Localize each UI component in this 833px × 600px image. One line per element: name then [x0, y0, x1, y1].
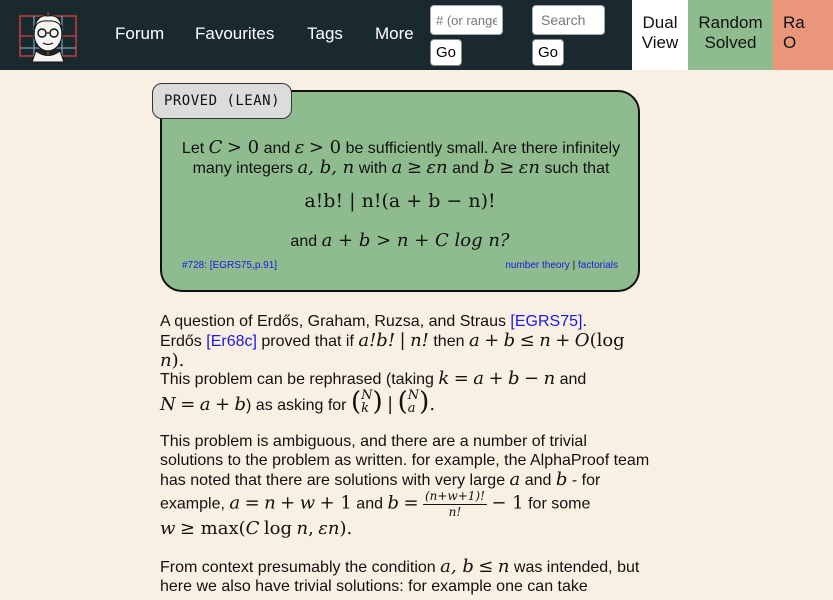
commentary-paragraph-4: From context presumably the condition a, b ≤ n was intended, but here we also have trivial solutions: for example one can take	[160, 556, 640, 595]
commentary-paragraph-2: This problem can be rephrased (taking k = a + b − n and N = a + b) as asking for ( N k ) | ( N a ) .	[160, 368, 587, 417]
nav-forum-link[interactable]: Forum	[115, 24, 165, 43]
dual-view-label-line1: Dual	[642, 13, 678, 32]
paragraph-text: This problem is ambiguous, and there are a number of trivial solutions to the problem as written. for example, the AlphaProof team has noted that there are solutions with very large	[160, 433, 650, 489]
statement-text: many integers	[192, 160, 294, 177]
paragraph-text: ) as asking for	[246, 397, 347, 414]
dual-view-label-line2: View	[641, 33, 679, 52]
nav-more-link[interactable]: More	[375, 24, 414, 43]
paragraph-text: and	[559, 371, 587, 388]
top-navigation-bar	[0, 0, 805, 70]
problem-card	[160, 90, 640, 292]
random-solved-tab[interactable]	[688, 0, 773, 70]
paragraph-text: proved that if	[261, 333, 354, 350]
display-formula: a!b! | n!(a + b − n)!	[304, 190, 496, 212]
search-go-button[interactable]: Go	[532, 39, 564, 66]
problem-statement: Let C > 0 and ε > 0 be sufficiently small. Are there infinitely many integers a, b, n with a ≥ εn and b ≥ εn such that	[181, 137, 621, 178]
random-solved-label-line2: Solved	[704, 33, 757, 52]
paragraph-text: was intended, but here we also have trivial solutions: for example one can take	[160, 559, 640, 595]
condition-and: and	[290, 233, 318, 250]
statement-text: with	[358, 160, 388, 177]
problem-tags	[505, 260, 618, 271]
tag-separator: |	[572, 260, 576, 271]
statement-text: be sufficiently small. Are there infinitely	[345, 140, 621, 157]
citation-egrs75-link[interactable]: [EGRS75]	[510, 313, 583, 330]
paragraph-text: Erdős	[160, 333, 202, 350]
nav-favourites-link[interactable]: Favourites	[195, 24, 275, 43]
citation-er68c-link[interactable]: [Er68c]	[206, 333, 257, 350]
commentary-paragraph-3: This problem is ambiguous, and there are a number of trivial solutions to the problem as written. for example, the AlphaProof team has noted that there are solutions with very large a and b - for example, a = n + w + 1 and b = $\frac{(n+w+1)!}{n!}$ − 1 for some w ≥ max(C log n, εn).	[160, 433, 650, 539]
tag-factorials-link[interactable]: factorials	[577, 260, 618, 271]
search-input[interactable]	[532, 5, 605, 35]
dual-view-tab[interactable]	[632, 0, 688, 70]
problem-reference-link[interactable]: #728: [EGRS75,p.91]	[182, 260, 278, 271]
condition-line	[162, 230, 638, 251]
condition-formula: a + b > n + C log n?	[321, 230, 510, 251]
paragraph-text: for some	[528, 495, 591, 513]
paragraph-text: then	[433, 333, 465, 350]
tag-number-theory-link[interactable]: number theory	[505, 260, 570, 271]
problem-number-input[interactable]	[430, 5, 503, 35]
paragraph-text: and	[356, 495, 383, 513]
random-open-label-line1: Ra	[783, 13, 805, 32]
paragraph-text: From context presumably the condition	[160, 559, 436, 576]
statement-text: Let	[181, 140, 205, 157]
site-logo-icon[interactable]	[14, 8, 82, 64]
paragraph-text: and	[524, 472, 552, 489]
random-open-tab[interactable]	[773, 0, 833, 70]
commentary-paragraph-1: A question of Erdős, Graham, Ruzsa, and Straus [EGRS75]. Erdős [Er68c] proved that if a!b! | n! then a + b ≤ n + O(log n).	[160, 313, 625, 371]
random-open-label-line2: O	[783, 33, 797, 52]
statement-text: such that	[544, 160, 610, 177]
paragraph-text: A question of Erdős, Graham, Ruzsa, and Straus	[160, 313, 506, 330]
paragraph-text: This problem can be rephrased (taking	[160, 371, 434, 388]
statement-text: and	[452, 160, 479, 177]
paragraph-text: .	[582, 313, 587, 330]
random-solved-label-line1: Random	[698, 13, 763, 32]
problem-number-go-button[interactable]: Go	[430, 39, 462, 66]
paragraph-text: - for example,	[160, 472, 601, 513]
status-badge: PROVED (LEAN)	[152, 83, 292, 119]
nav-tags-link[interactable]: Tags	[307, 24, 343, 43]
